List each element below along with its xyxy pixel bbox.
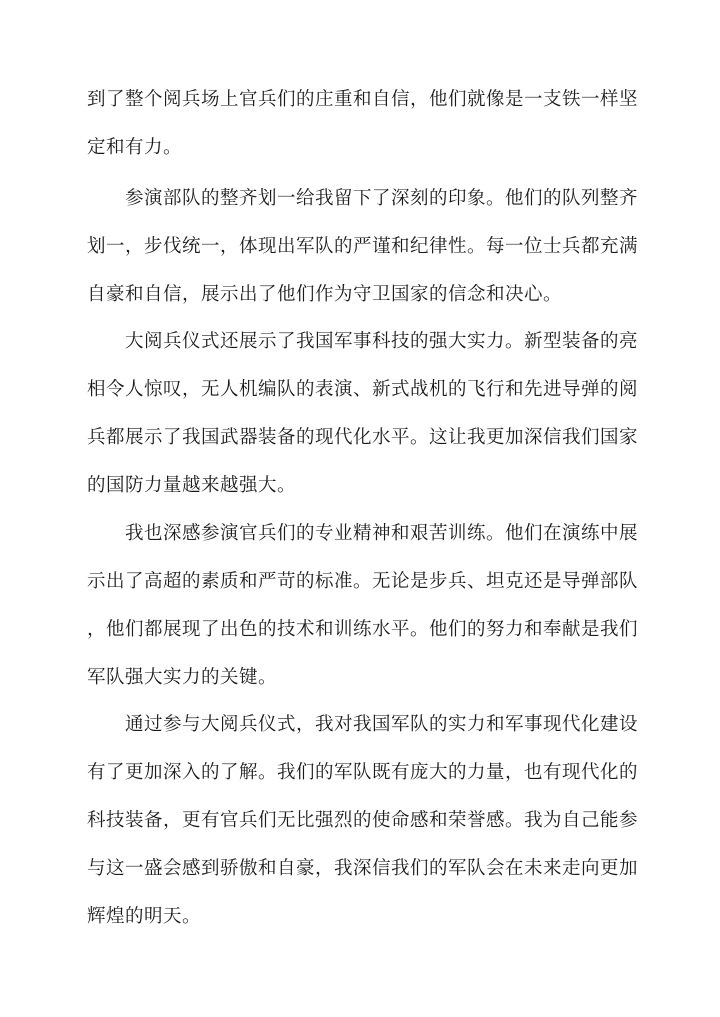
text-line: 示出了高超的素质和严苛的标准。无论是步兵、坦克还是导弹部队 bbox=[87, 571, 639, 592]
paragraph-3 bbox=[87, 318, 639, 510]
text-line: 定和有力。 bbox=[87, 137, 183, 158]
text-line: 军队强大实力的关键。 bbox=[87, 667, 278, 688]
text-line: 大阅兵仪式还展示了我国军事科技的强大实力。新型装备的亮 bbox=[125, 331, 639, 352]
text-line: 自豪和自信，展示出了他们作为守卫国家的信念和决心。 bbox=[87, 284, 563, 305]
text-line: 辉煌的明天。 bbox=[87, 906, 202, 927]
text-line: 我也深感参演官兵们的专业精神和艰苦训练。他们在演练中展 bbox=[125, 523, 639, 544]
text-line: ，他们都展现了出色的技术和训练水平。他们的努力和奉献是我们 bbox=[87, 619, 639, 640]
text-line: 兵都展示了我国武器装备的现代化水平。这让我更加深信我们国家 bbox=[87, 427, 639, 448]
paragraph-4 bbox=[87, 510, 639, 702]
text-line: 到了整个阅兵场上官兵们的庄重和自信，他们就像是一支铁一样坚 bbox=[87, 89, 639, 110]
text-line: 的国防力量越来越强大。 bbox=[87, 475, 297, 496]
paragraph-5 bbox=[87, 701, 639, 941]
text-line: 与这一盛会感到骄傲和自豪，我深信我们的军队会在未来走向更加 bbox=[87, 858, 639, 879]
text-line: 相令人惊叹，无人机编队的表演、新式战机的飞行和先进导弹的阅 bbox=[87, 379, 639, 400]
text-line: 划一，步伐统一，体现出军队的严谨和纪律性。每一位士兵都充满 bbox=[87, 236, 639, 257]
text-line: 科技装备，更有官兵们无比强烈的使命感和荣誉感。我为自己能参 bbox=[87, 810, 639, 831]
paragraph-1 bbox=[87, 76, 639, 172]
text-line: 通过参与大阅兵仪式，我对我国军队的实力和军事现代化建设 bbox=[125, 714, 639, 735]
text-line: 有了更加深入的了解。我们的军队既有庞大的力量，也有现代化的 bbox=[87, 762, 639, 783]
text-line: 参演部队的整齐划一给我留下了深刻的印象。他们的队列整齐 bbox=[125, 188, 639, 209]
paragraph-2 bbox=[87, 175, 639, 319]
